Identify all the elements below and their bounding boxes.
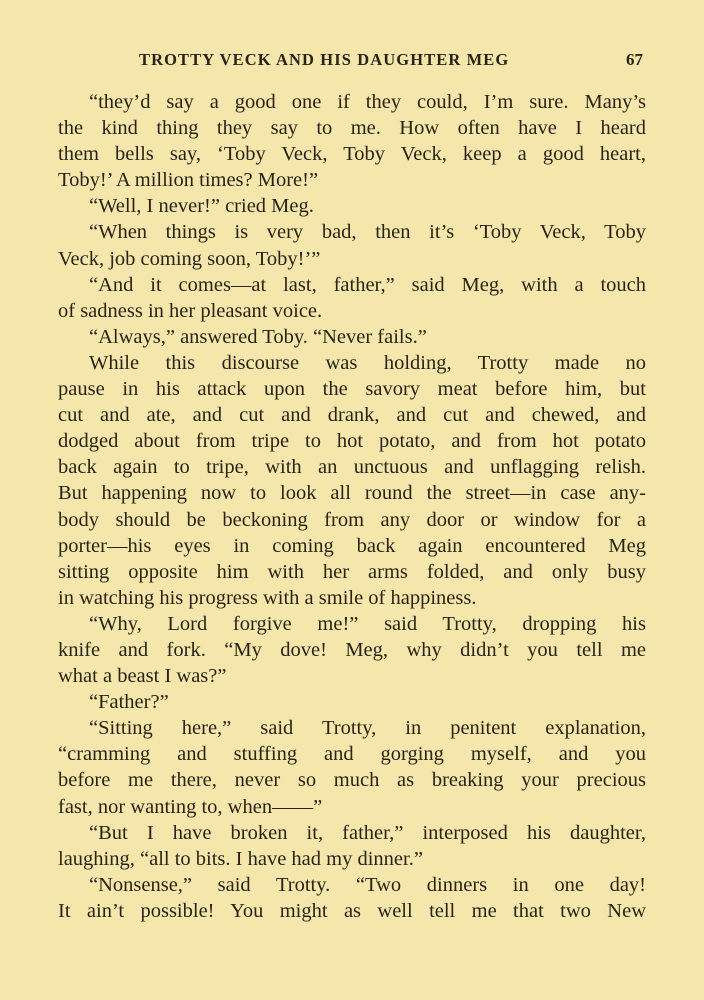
text-line: “Why, Lord forgive me!” said Trotty, dropping his	[89, 612, 646, 635]
text-line: laughing, “all to bits. I have had my dinner.”	[58, 847, 423, 870]
text-line: But happening now to look all round the street—in case any-	[58, 482, 646, 505]
text-line: porter—his eyes in coming back again encountered Meg	[58, 534, 646, 557]
page-number: 67	[626, 50, 643, 69]
text-line: in watching his progress with a smile of happiness.	[58, 586, 477, 609]
text-line: dodged about from tripe to hot potato, and from hot potato	[58, 430, 646, 453]
body-text	[58, 89, 646, 924]
text-line: “they’d say a good one if they could, I’m sure. Many’s	[89, 91, 646, 113]
text-line: of sadness in her pleasant voice.	[58, 299, 323, 322]
text-line: While this discourse was holding, Trotty made no	[89, 351, 646, 374]
text-line: Toby!’ A million times? More!”	[58, 169, 319, 192]
text-line: fast, nor wanting to, when——”	[58, 795, 323, 818]
text-line: “Father?”	[89, 691, 169, 714]
text-line: knife and fork. “My dove! Meg, why didn’t you tell me	[58, 638, 646, 661]
text-line: the kind thing they say to me. How often have I heard	[58, 117, 646, 140]
text-line: before me there, never so much as breaking your precious	[58, 769, 646, 792]
text-line: “But I have broken it, father,” interposed his daughter,	[89, 821, 646, 844]
text-line: what a beast I was?”	[58, 665, 227, 688]
text-line: “Always,” answered Toby. “Never fails.”	[89, 325, 427, 348]
text-line: cut and ate, and cut and drank, and cut and chewed, and	[58, 404, 646, 427]
text-line: “Sitting here,” said Trotty, in penitent explanation,	[89, 717, 646, 740]
text-line: “cramming and stuffing and gorging myself, and you	[58, 743, 646, 766]
text-line: sitting opposite him with her arms folded, and only busy	[58, 560, 646, 583]
text-line: back again to tripe, with an unctuous and unflagging relish.	[58, 456, 646, 479]
text-line: body should be beckoning from any door or window for a	[58, 508, 646, 531]
running-title: TROTTY VECK AND HIS DAUGHTER MEG	[139, 50, 510, 69]
text-line: It ain’t possible! You might as well tell me that two New	[58, 899, 646, 922]
text-line: “Nonsense,” said Trotty. “Two dinners in one day!	[89, 873, 646, 896]
text-line: Veck, job coming soon, Toby!’”	[58, 247, 321, 270]
text-line: “When things is very bad, then it’s ‘Toby Veck, Toby	[89, 221, 646, 244]
running-header	[0, 50, 704, 74]
text-line: them bells say, ‘Toby Veck, Toby Veck, keep a good heart,	[58, 143, 646, 166]
text-line: “Well, I never!” cried Meg.	[89, 195, 314, 218]
text-line: pause in his attack upon the savory meat before him, but	[58, 378, 646, 401]
text-line: “And it comes—at last, father,” said Meg, with a touch	[89, 273, 646, 296]
